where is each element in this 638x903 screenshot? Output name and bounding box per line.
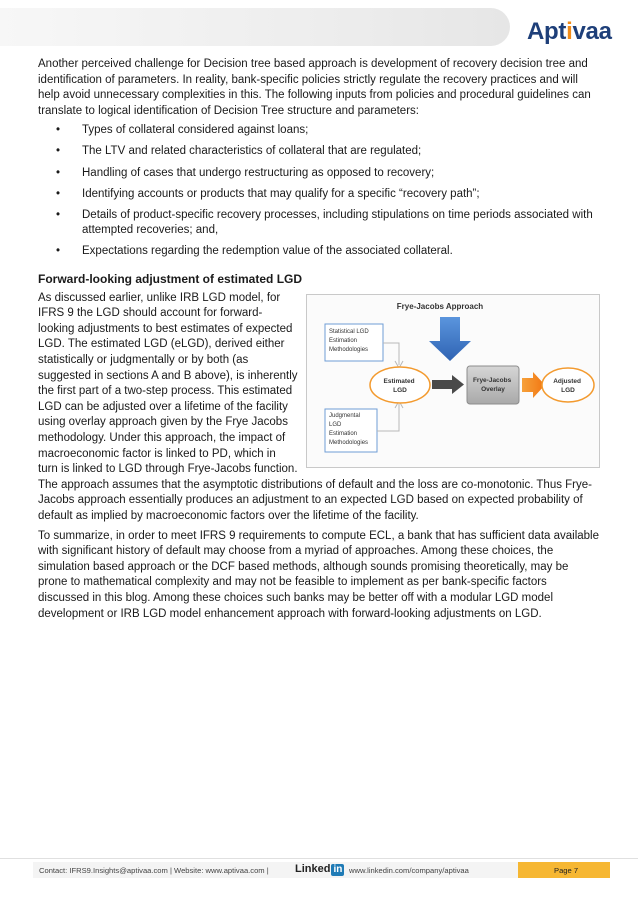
frye-jacobs-diagram bbox=[306, 294, 600, 468]
linkedin-icon: in bbox=[333, 864, 343, 875]
list-item: • Types of collateral considered against loans; bbox=[38, 123, 600, 139]
adjusted-lgd-node bbox=[542, 368, 594, 402]
section-paragraph: As discussed earlier, unlike IRB LGD model, for IFRS 9 the LGD should account for forward-looking adjustments to best estimates of expected LGD. The estimated LGD (eLGD), derived either statistically or judgmentally or by both (as suggested in sections A and B above), is inherently the first part of a two-step process. This estimated LGD can be adjusted over a lifetime of the facility using overlay approach given by the Frye Jacobs methodology. Under this approach, the impact of macroeconomic factor is linked to PD, which in turn is linked to LGD through Frye-Jacobs function. The approach assumes that the asymptotic distributions of default and the loss are co-monotonic. Thus Frye-Jacobs approach essentially produces an adjustment to an expected LGD based on expected probability of default as implied by macroeconomic factors over the lifetime of the facility. bbox=[38, 291, 592, 522]
page-content bbox=[38, 57, 600, 626]
adjusted-node-line: LGD bbox=[561, 386, 575, 394]
right-arrow-icon bbox=[452, 375, 464, 394]
intro-paragraph: Another perceived challenge for Decision tree based approach is development of recovery decision tree and identification of parameters. In reality, bank-specific policies strictly regulate the recovery practices and will help avoid unnecessary complexities in this. The following inputs from policies and procedural guidelines can translate to logical identification of Decision Tree structure and parameters: bbox=[38, 58, 591, 117]
overlay-node-line: Overlay bbox=[481, 385, 505, 393]
judgmental-box-line: Methodologies bbox=[329, 439, 369, 446]
judgmental-box-line: Judgmental bbox=[329, 412, 361, 419]
bullet-icon: • bbox=[56, 208, 61, 221]
adjusted-node-line: Adjusted bbox=[553, 377, 581, 385]
section-heading: Forward-looking adjustment of estimated LGD bbox=[38, 272, 303, 287]
list-item: • Expectations regarding the redemption value of the associated collateral. bbox=[38, 244, 600, 260]
diagram-svg bbox=[307, 295, 599, 467]
linkedin-url[interactable]: www.linkedin.com/company/aptivaa bbox=[349, 866, 469, 875]
bullet-icon: • bbox=[56, 145, 61, 158]
list-item: • Identifying accounts or products that may qualify for a specific “recovery path”; bbox=[38, 187, 600, 203]
page-footer bbox=[33, 862, 610, 878]
header-band bbox=[0, 8, 510, 46]
bullet-icon: • bbox=[56, 245, 61, 258]
statistical-box-line: Methodologies bbox=[329, 346, 369, 353]
list-item: • Details of product-specific recovery processes, including stipulations on time periods associated with attempted recoveries; and, bbox=[56, 208, 593, 237]
estimated-lgd-node bbox=[370, 367, 430, 403]
list-item: • The LTV and related characteristics of collateral that are regulated; bbox=[38, 144, 600, 160]
bullet-icon: • bbox=[56, 124, 61, 137]
bullet-icon: • bbox=[56, 187, 61, 200]
aptivaa-logo: Aptivaa bbox=[527, 18, 612, 45]
bullet-icon: • bbox=[56, 166, 61, 179]
footer-divider bbox=[0, 858, 638, 859]
arrow-shaft bbox=[432, 380, 452, 389]
linkedin-logo: Linked in bbox=[295, 863, 343, 875]
statistical-box-line: Estimation bbox=[329, 337, 358, 344]
page-number-badge: Page 7 bbox=[518, 862, 610, 878]
judgmental-box-line: Estimation bbox=[329, 430, 358, 437]
judgmental-box-line: LGD bbox=[329, 421, 342, 428]
estimated-node-line: Estimated bbox=[383, 377, 415, 385]
summary-paragraph: To summarize, in order to meet IFRS 9 requirements to compute ECL, a bank that has sufficient data available with significant history of default may choose from a myriad of approaches. Among these choices, the simulation based approach or the DCF based methods, although sounds promising theoretically, may be prone to mathematical complexity and may not be feasible to implement as per bank-specific factors discussed in this blog. Among these choices such banks may be better off with a modular LGD model development or IRB LGD model enhancement approach with forward-looking adjustments on LGD. bbox=[38, 529, 600, 620]
connector-line bbox=[383, 343, 399, 365]
statistical-box-line: Statistical LGD bbox=[329, 328, 369, 335]
connector-line bbox=[377, 404, 399, 431]
frye-jacobs-overlay-node bbox=[467, 366, 519, 404]
footer-contact: Contact: IFRS9.Insights@aptivaa.com | Website: www.aptivaa.com | bbox=[39, 866, 269, 875]
list-item: • Handling of cases that undergo restructuring as opposed to recovery; bbox=[38, 166, 600, 182]
down-arrow-icon bbox=[429, 317, 471, 361]
overlay-node-line: Frye-Jacobs bbox=[472, 376, 512, 384]
diagram-title: Frye-Jacobs Approach bbox=[396, 301, 484, 311]
estimated-node-line: LGD bbox=[393, 386, 407, 394]
policy-inputs-list bbox=[38, 123, 600, 260]
